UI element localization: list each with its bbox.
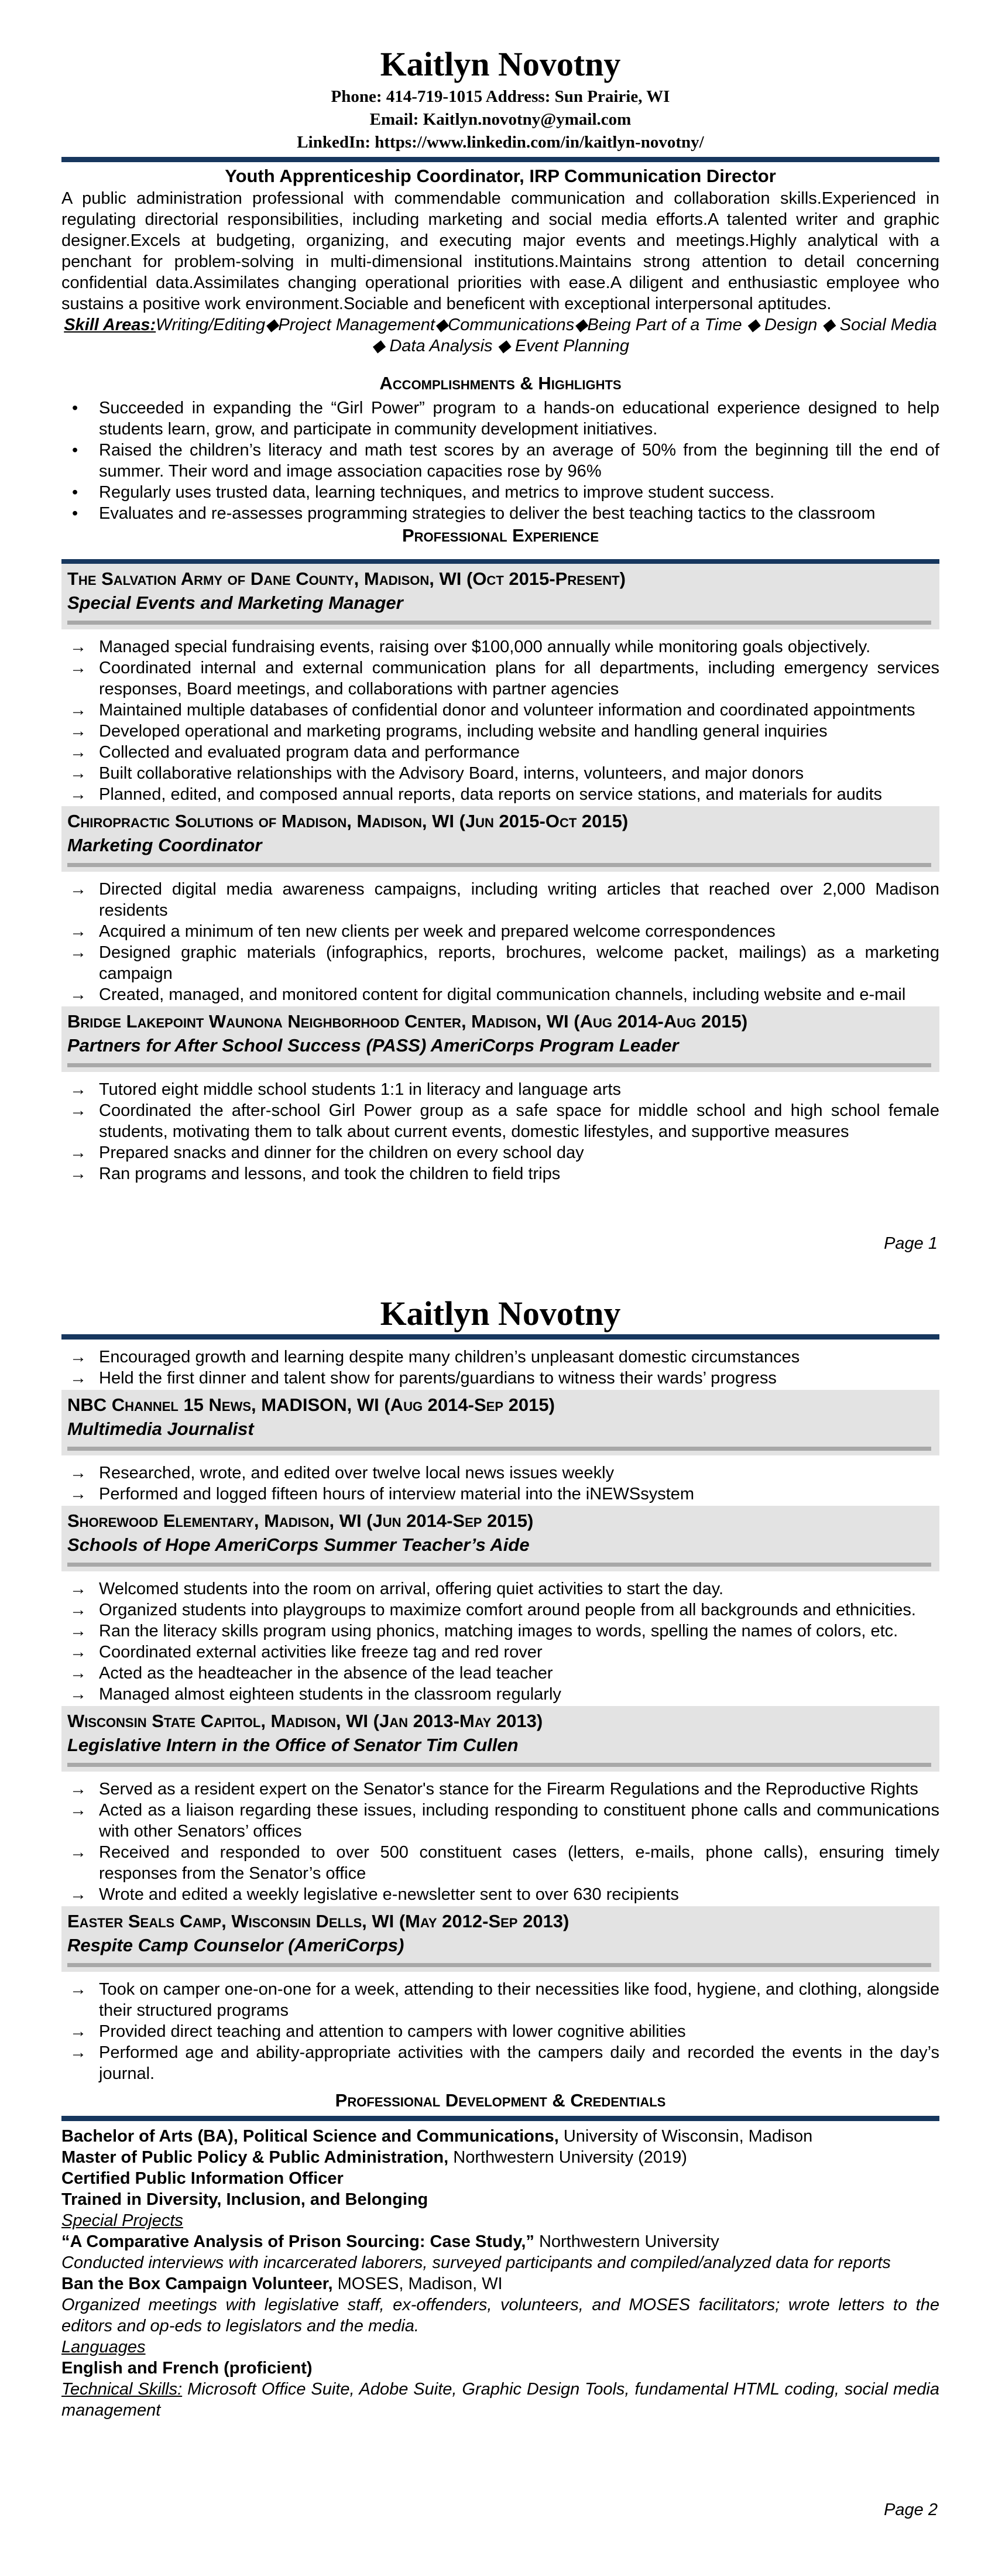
arrow-bullet-icon: → bbox=[70, 764, 87, 783]
job-heading-chiropractic-solutions bbox=[61, 806, 939, 872]
document-name: Kaitlyn Novotny bbox=[380, 1294, 621, 1332]
experience-bullet bbox=[61, 2042, 939, 2084]
credential-line bbox=[61, 2252, 939, 2273]
job-heading-rule bbox=[67, 1063, 931, 1067]
arrow-bullet-icon: → bbox=[70, 1885, 87, 1904]
header-divider-rule bbox=[61, 1334, 939, 1340]
job-bullets-nbc-channel-15 bbox=[61, 1462, 939, 1505]
contact-block bbox=[61, 85, 939, 154]
credential-lead: Trained in Diversity, Inclusion, and Belonging bbox=[61, 2190, 428, 2209]
credential-line bbox=[61, 2358, 939, 2379]
credential-line bbox=[61, 2126, 939, 2147]
experience-bullet-text: Directed digital media awareness campaigns, including writing articles that reached over 2,000 Madison residents bbox=[99, 880, 939, 920]
experience-bullet bbox=[61, 700, 939, 721]
arrow-bullet-icon: → bbox=[70, 1143, 87, 1162]
experience-bullet-text: Coordinated internal and external communication plans for all departments, including emergency services responses, Board meetings, and collaborations with partner agencies bbox=[99, 659, 939, 698]
disc-bullet-icon: • bbox=[72, 483, 78, 502]
credential-lead: “A Comparative Analysis of Prison Sourcing: Case Study,” bbox=[61, 2232, 534, 2251]
credential-line bbox=[61, 2379, 939, 2421]
job-title: Partners for After School Success (PASS) AmeriCorps Program Leader bbox=[67, 1035, 679, 1056]
credential-lead: Bachelor of Arts (BA), Political Science and Communications, bbox=[61, 2127, 559, 2146]
header-divider-rule bbox=[61, 157, 939, 162]
experience-bullet-text: Served as a resident expert on the Senator's stance for the Firearm Regulations and the Reproductive Rights bbox=[99, 1780, 918, 1799]
job-heading-rule bbox=[67, 1447, 931, 1451]
experience-bullet bbox=[61, 984, 939, 1005]
job-heading-shorewood-elementary bbox=[61, 1506, 939, 1571]
credential-line bbox=[61, 2294, 939, 2337]
arrow-bullet-icon: → bbox=[70, 1843, 87, 1862]
arrow-bullet-icon: → bbox=[70, 743, 87, 762]
arrow-bullet-icon: → bbox=[70, 1685, 87, 1704]
credentials-block bbox=[61, 2126, 939, 2421]
arrow-bullet-icon: → bbox=[70, 701, 87, 720]
experience-bullet-text: Prepared snacks and dinner for the children on every school day bbox=[99, 1143, 584, 1162]
experience-bullet bbox=[61, 942, 939, 984]
job-title: Marketing Coordinator bbox=[67, 835, 262, 855]
contact-email-line: Email: Kaitlyn.novotny@ymail.com bbox=[369, 110, 632, 129]
credential-lead: English and French (proficient) bbox=[61, 2359, 313, 2378]
job-heading-wisconsin-state-capitol bbox=[61, 1706, 939, 1772]
experience-bullet bbox=[61, 1599, 939, 1621]
experience-bullet-text: Managed special fundraising events, raising over $100,000 annually while monitoring goals objectively. bbox=[99, 638, 871, 656]
experience-bullet bbox=[61, 1779, 939, 1800]
job-heading-rule bbox=[67, 621, 931, 625]
arrow-bullet-icon: → bbox=[70, 1643, 87, 1662]
resume-page-2 bbox=[0, 1288, 995, 2576]
experience-bullet bbox=[61, 879, 939, 921]
experience-bullet bbox=[61, 2021, 939, 2042]
summary-paragraph: A public administration professional with commendable communication and collaboration skills.Experienced in regulating directorial responsibilities, including marketing and social media efforts.A talented writer and graphic designer.Excels at budgeting, organizing, and executing major events and meetings.Highly analytical with a penchant for problem-solving in multi-dimensional institutions.Maintains strong attention to detail concerning confidential data.Assimilates changing operational priorities with ease.A diligent and enthusiastic employee who sustains a positive work environment.Sociable and beneficent with exceptional interpersonal aptitudes. bbox=[61, 189, 939, 313]
arrow-bullet-icon: → bbox=[70, 1101, 87, 1120]
experience-bullet bbox=[61, 921, 939, 942]
arrow-bullet-icon: → bbox=[70, 659, 87, 677]
company-line: The Salvation Army of Dane County, Madison, WI (Oct 2015-Present) bbox=[67, 568, 626, 589]
arrow-bullet-icon: → bbox=[70, 1164, 87, 1183]
arrow-bullet-icon: → bbox=[70, 1580, 87, 1598]
experience-bullet bbox=[61, 1142, 939, 1163]
experience-bullet-text: Researched, wrote, and edited over twelve local news issues weekly bbox=[99, 1464, 615, 1482]
document-name: Kaitlyn Novotny bbox=[380, 45, 621, 83]
experience-bullet bbox=[61, 657, 939, 700]
job-title: Schools of Hope AmeriCorps Summer Teacher’s Aide bbox=[67, 1534, 530, 1555]
company-line: Wisconsin State Capitol, Madison, WI (Jan 2013-May 2013) bbox=[67, 1711, 543, 1731]
experience-bullet bbox=[61, 636, 939, 657]
job-bullets-chiropractic-solutions bbox=[61, 879, 939, 1005]
experience-bullet-text: Built collaborative relationships with the Advisory Board, interns, volunteers, and major donors bbox=[99, 764, 804, 783]
credential-lead: Languages bbox=[61, 2338, 146, 2356]
experience-bullet bbox=[61, 1884, 939, 1905]
arrow-bullet-icon: → bbox=[70, 1080, 87, 1099]
experience-bullet bbox=[61, 1368, 939, 1389]
arrow-bullet-icon: → bbox=[70, 1980, 87, 1999]
credential-lead: Master of Public Policy & Public Administration, bbox=[61, 2148, 449, 2167]
arrow-bullet-icon: → bbox=[70, 1485, 87, 1503]
experience-bullet-text: Acted as the headteacher in the absence of the lead teacher bbox=[99, 1664, 553, 1683]
skill-areas-items: Writing/Editing◆Project Management◆Communications◆Being Part of a Time ◆ Design ◆ Social Media ◆ Data Analysis ◆ Event Planning bbox=[156, 316, 937, 355]
experience-bullet-text: Designed graphic materials (infographics, reports, brochures, welcome packet, mailings) as a marketing campaign bbox=[99, 943, 939, 983]
experience-bullet-text: Coordinated external activities like freeze tag and red rover bbox=[99, 1643, 543, 1662]
credential-rest: Organized meetings with legislative staff, ex-offenders, volunteers, and MOSES facilitators; wrote letters to the editors and op-eds to legislators and the media. bbox=[61, 2296, 939, 2335]
experience-bullet-text: Ran the literacy skills program using phonics, matching images to words, spelling the names of colors, etc. bbox=[99, 1622, 898, 1640]
arrow-bullet-icon: → bbox=[70, 1664, 87, 1683]
experience-bullet-text: Tutored eight middle school students 1:1 in literacy and language arts bbox=[99, 1080, 622, 1099]
credential-lead: Certified Public Information Officer bbox=[61, 2169, 344, 2188]
accomplishment-text: Evaluates and re-assesses programming strategies to deliver the best teaching tactics to the classroom bbox=[99, 504, 876, 523]
job-bullets-easter-seals-camp bbox=[61, 1979, 939, 2084]
experience-bullet bbox=[61, 721, 939, 742]
experience-bullet bbox=[61, 1842, 939, 1884]
experience-bullet-text: Welcomed students into the room on arrival, offering quiet activities to start the day. bbox=[99, 1580, 724, 1598]
job-heading-rule bbox=[67, 863, 931, 867]
credential-rest: Northwestern University bbox=[534, 2232, 719, 2251]
accomplishment-text: Regularly uses trusted data, learning techniques, and metrics to improve student success. bbox=[99, 483, 775, 502]
experience-bullet-text: Wrote and edited a weekly legislative e-newsletter sent to over 630 recipients bbox=[99, 1885, 679, 1904]
experience-bullet-text: Managed almost eighteen students in the classroom regularly bbox=[99, 1685, 561, 1704]
experience-bullet bbox=[61, 1100, 939, 1142]
job-bullets-bridge-lakepoint bbox=[61, 1079, 939, 1184]
credential-rest: University of Wisconsin, Madison bbox=[558, 2127, 813, 2146]
experience-bullet bbox=[61, 1079, 939, 1100]
experience-bullet-text: Provided direct teaching and attention to campers with lower cognitive abilities bbox=[99, 2022, 686, 2041]
credential-rest: MOSES, Madison, WI bbox=[332, 2274, 503, 2293]
job-heading-salvation-army bbox=[61, 559, 939, 629]
arrow-bullet-icon: → bbox=[70, 1601, 87, 1619]
credential-rest: Northwestern University (2019) bbox=[448, 2148, 687, 2167]
contact-linkedin-line: LinkedIn: https://www.linkedin.com/in/kaitlyn-novotny/ bbox=[297, 133, 704, 152]
accomplishment-item bbox=[61, 440, 939, 482]
credential-line bbox=[61, 2189, 939, 2210]
section-heading-experience: Professional Experience bbox=[402, 525, 599, 546]
experience-bullet bbox=[61, 1163, 939, 1184]
experience-bullet-text: Organized students into playgroups to maximize comfort around people from all backgrounds and ethnicities. bbox=[99, 1601, 916, 1619]
arrow-bullet-icon: → bbox=[70, 785, 87, 804]
credential-rest: Conducted interviews with incarcerated laborers, surveyed participants and compiled/analyzed data for reports bbox=[61, 2253, 891, 2272]
experience-bullet-text: Received and responded to over 500 constituent cases (letters, e-mails, phone calls), ensuring timely responses from the Senator’s office bbox=[99, 1843, 939, 1883]
credential-line bbox=[61, 2273, 939, 2294]
accomplishment-text: Raised the children’s literacy and math test scores by an average of 50% from the beginning till the end of summer. Their word and image association capacities rose by 96% bbox=[99, 441, 939, 481]
contact-phone-line: Phone: 414-719-1015 Address: Sun Prairie, WI bbox=[331, 87, 670, 106]
page-number-footer: Page 2 bbox=[884, 2500, 938, 2519]
job-title: Respite Camp Counselor (AmeriCorps) bbox=[67, 1935, 404, 1955]
experience-bullet-text: Acted as a liaison regarding these issues, including responding to constituent phone calls and communications with other Senators’ offices bbox=[99, 1801, 939, 1841]
job-heading-easter-seals-camp bbox=[61, 1906, 939, 1972]
job-heading-rule bbox=[67, 1563, 931, 1567]
credential-line bbox=[61, 2168, 939, 2189]
experience-bullet bbox=[61, 1621, 939, 1642]
arrow-bullet-icon: → bbox=[70, 1780, 87, 1799]
arrow-bullet-icon: → bbox=[70, 922, 87, 941]
experience-bullet-text: Developed operational and marketing programs, including website and handling general inquiries bbox=[99, 722, 828, 741]
job-bullets-bridge-lakepoint-continued bbox=[61, 1347, 939, 1389]
experience-bullet bbox=[61, 784, 939, 805]
job-bullets-shorewood-elementary bbox=[61, 1578, 939, 1705]
arrow-bullet-icon: → bbox=[70, 1622, 87, 1640]
disc-bullet-icon: • bbox=[72, 399, 78, 417]
company-line: Bridge Lakepoint Waunona Neighborhood Center, Madison, WI (Aug 2014-Aug 2015) bbox=[67, 1011, 748, 1032]
experience-bullet-text: Held the first dinner and talent show for parents/guardians to witness their wards’ progress bbox=[99, 1369, 777, 1388]
experience-bullet-text: Coordinated the after-school Girl Power group as a safe space for middle school and high school female students, motivating them to talk about current events, domestic lifestyles, and supportive measures bbox=[99, 1101, 939, 1141]
experience-bullet bbox=[61, 1642, 939, 1663]
accomplishment-item bbox=[61, 482, 939, 503]
arrow-bullet-icon: → bbox=[70, 1801, 87, 1820]
credential-lead: Special Projects bbox=[61, 2211, 183, 2230]
skill-areas-label: Skill Areas: bbox=[64, 316, 156, 334]
arrow-bullet-icon: → bbox=[70, 2022, 87, 2041]
job-bullets-salvation-army bbox=[61, 636, 939, 805]
job-title: Legislative Intern in the Office of Senator Tim Cullen bbox=[67, 1735, 519, 1755]
company-line: Chiropractic Solutions of Madison, Madison, WI (Jun 2015-Oct 2015) bbox=[67, 811, 629, 831]
credential-line bbox=[61, 2147, 939, 2168]
credential-lead: Technical Skills: bbox=[61, 2380, 183, 2399]
accomplishment-item bbox=[61, 503, 939, 524]
arrow-bullet-icon: → bbox=[70, 1369, 87, 1388]
job-title: Special Events and Marketing Manager bbox=[67, 592, 403, 613]
arrow-bullet-icon: → bbox=[70, 985, 87, 1004]
credential-rest: Microsoft Office Suite, Adobe Suite, Graphic Design Tools, fundamental HTML coding, social media management bbox=[61, 2380, 939, 2420]
arrow-bullet-icon: → bbox=[70, 1348, 87, 1366]
credential-line bbox=[61, 2337, 939, 2358]
credentials-divider-rule bbox=[61, 2116, 939, 2121]
accomplishment-text: Succeeded in expanding the “Girl Power” program to a hands-on educational experience designed to help students learn, grow, and participate in community development initiatives. bbox=[99, 399, 939, 439]
disc-bullet-icon: • bbox=[72, 441, 78, 460]
company-line: NBC Channel 15 News, MADISON, WI (Aug 2014-Sep 2015) bbox=[67, 1395, 555, 1415]
page-number-footer: Page 1 bbox=[884, 1234, 938, 1253]
section-heading-accomplishments: Accomplishments & Highlights bbox=[379, 373, 622, 393]
experience-bullet-text: Encouraged growth and learning despite many children’s unpleasant domestic circumstances bbox=[99, 1348, 800, 1366]
job-heading-rule bbox=[67, 1763, 931, 1767]
job-bullets-wisconsin-state-capitol bbox=[61, 1779, 939, 1905]
experience-bullet bbox=[61, 1484, 939, 1505]
experience-bullet-text: Created, managed, and monitored content for digital communication channels, including website and e-mail bbox=[99, 985, 906, 1004]
experience-bullet-text: Collected and evaluated program data and performance bbox=[99, 743, 520, 762]
target-job-title: Youth Apprenticeship Coordinator, IRP Communication Director bbox=[225, 166, 776, 186]
job-heading-rule bbox=[67, 1963, 931, 1967]
experience-bullet-text: Performed and logged fifteen hours of interview material into the iNEWSsystem bbox=[99, 1485, 695, 1503]
job-heading-bridge-lakepoint bbox=[61, 1006, 939, 1072]
arrow-bullet-icon: → bbox=[70, 2043, 87, 2062]
experience-bullet bbox=[61, 1462, 939, 1484]
experience-bullet-text: Took on camper one-on-one for a week, attending to their necessities like food, hygiene, and clothing, alongside their structured programs bbox=[99, 1980, 939, 2020]
experience-bullet bbox=[61, 1663, 939, 1684]
experience-bullet bbox=[61, 763, 939, 784]
experience-bullet bbox=[61, 1347, 939, 1368]
company-line: Easter Seals Camp, Wisconsin Dells, WI (May 2012-Sep 2013) bbox=[67, 1911, 569, 1931]
experience-bullet bbox=[61, 1684, 939, 1705]
disc-bullet-icon: • bbox=[72, 504, 78, 523]
arrow-bullet-icon: → bbox=[70, 722, 87, 741]
experience-bullet bbox=[61, 1800, 939, 1842]
experience-bullet-text: Planned, edited, and composed annual reports, data reports on service stations, and materials for audits bbox=[99, 785, 883, 804]
experience-bullet bbox=[61, 1578, 939, 1599]
credential-line bbox=[61, 2231, 939, 2252]
experience-bullet-text: Performed age and ability-appropriate activities with the campers daily and recorded the events in the day’s journal. bbox=[99, 2043, 939, 2083]
experience-bullet bbox=[61, 742, 939, 763]
experience-bullet-text: Ran programs and lessons, and took the children to field trips bbox=[99, 1164, 561, 1183]
job-title: Multimedia Journalist bbox=[67, 1419, 254, 1439]
company-line: Shorewood Elementary, Madison, WI (Jun 2014-Sep 2015) bbox=[67, 1510, 534, 1531]
skill-areas-line bbox=[61, 314, 939, 357]
experience-bullet bbox=[61, 1979, 939, 2021]
arrow-bullet-icon: → bbox=[70, 880, 87, 899]
arrow-bullet-icon: → bbox=[70, 638, 87, 656]
accomplishments-list bbox=[61, 398, 939, 524]
experience-bullet-text: Maintained multiple databases of confidential donor and volunteer information and coordinated appointments bbox=[99, 701, 915, 720]
credential-line bbox=[61, 2210, 939, 2231]
accomplishment-item bbox=[61, 398, 939, 440]
credential-lead: Ban the Box Campaign Volunteer, bbox=[61, 2274, 333, 2293]
arrow-bullet-icon: → bbox=[70, 1464, 87, 1482]
arrow-bullet-icon: → bbox=[70, 943, 87, 962]
section-heading-development: Professional Development & Credentials bbox=[335, 2090, 666, 2111]
experience-bullet-text: Acquired a minimum of ten new clients per week and prepared welcome correspondences bbox=[99, 922, 776, 941]
job-heading-nbc-channel-15 bbox=[61, 1390, 939, 1455]
